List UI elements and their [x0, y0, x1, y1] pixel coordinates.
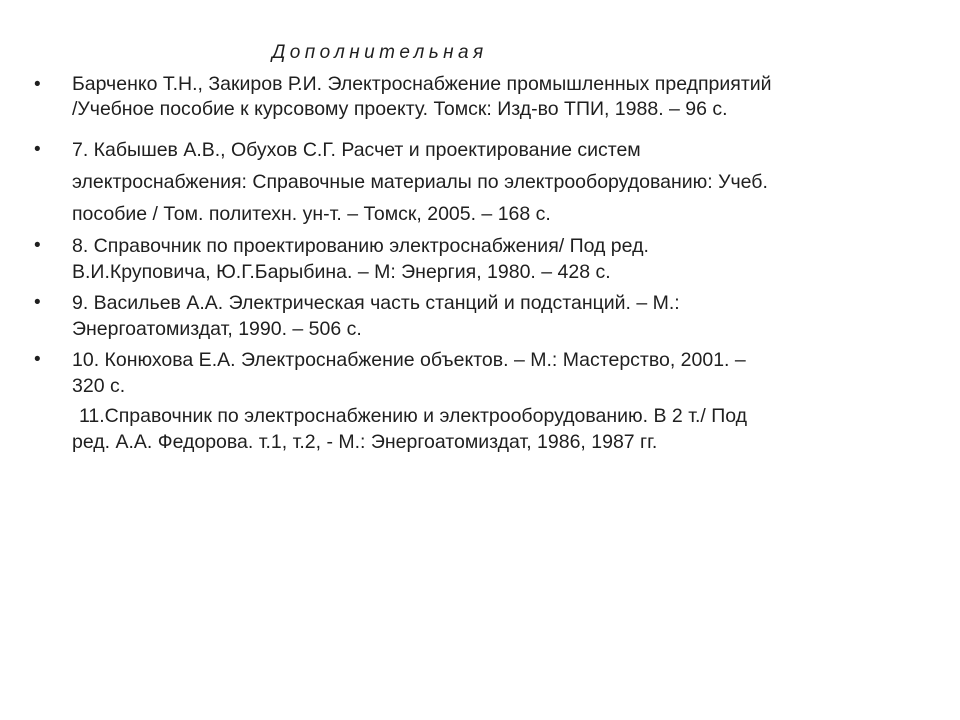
- reference-item: [72, 403, 952, 455]
- reference-item: [34, 134, 952, 230]
- reference-item: [34, 347, 952, 399]
- reference-line: 7. Кабышев А.В., Обухов С.Г. Расчет и проектирование систем: [72, 139, 641, 161]
- reference-line: 9. Васильев А.А. Электрическая часть станций и подстанций. – М.:: [72, 292, 680, 314]
- reference-item: [34, 290, 952, 342]
- bullet-icon: •: [34, 349, 41, 370]
- bullet-icon: •: [34, 292, 41, 313]
- reference-line: 11.Справочник по электроснабжению и электрооборудованию. В 2 т./ Под: [79, 405, 748, 427]
- reference-line: В.И.Круповича, Ю.Г.Барыбина. – М: Энергия, 1980. – 428 с.: [72, 261, 611, 283]
- reference-item: [34, 72, 952, 122]
- reference-line: /Учебное пособие к курсовому проекту. Томск: Изд-во ТПИ, 1988. – 96 с.: [72, 98, 728, 120]
- reference-line: Барченко Т.Н., Закиров Р.И. Электроснабжение промышленных предприятий: [72, 73, 772, 95]
- reference-line: 10. Конюхова Е.А. Электроснабжение объектов. – М.: Мастерство, 2001. –: [72, 349, 746, 371]
- bullet-icon: •: [34, 74, 41, 95]
- reference-line: 320 с.: [72, 375, 126, 397]
- reference-line: пособие / Том. политехн. ун-т. – Томск, 2005. – 168 с.: [72, 203, 551, 225]
- reference-line: ред. А.А. Федорова. т.1, т.2, - М.: Энергоатомиздат, 1986, 1987 гг.: [72, 431, 658, 453]
- reference-line: электроснабжения: Справочные материалы по электрооборудованию: Учеб.: [72, 171, 768, 193]
- bullet-icon: •: [34, 139, 41, 160]
- reference-line: Энергоатомиздат, 1990. – 506 с.: [72, 318, 362, 340]
- section-heading: Дополнительная: [272, 42, 488, 63]
- reference-item: [34, 233, 952, 285]
- reference-line: 8. Справочник по проектированию электроснабжения/ Под ред.: [72, 235, 649, 257]
- bullet-icon: •: [34, 235, 41, 256]
